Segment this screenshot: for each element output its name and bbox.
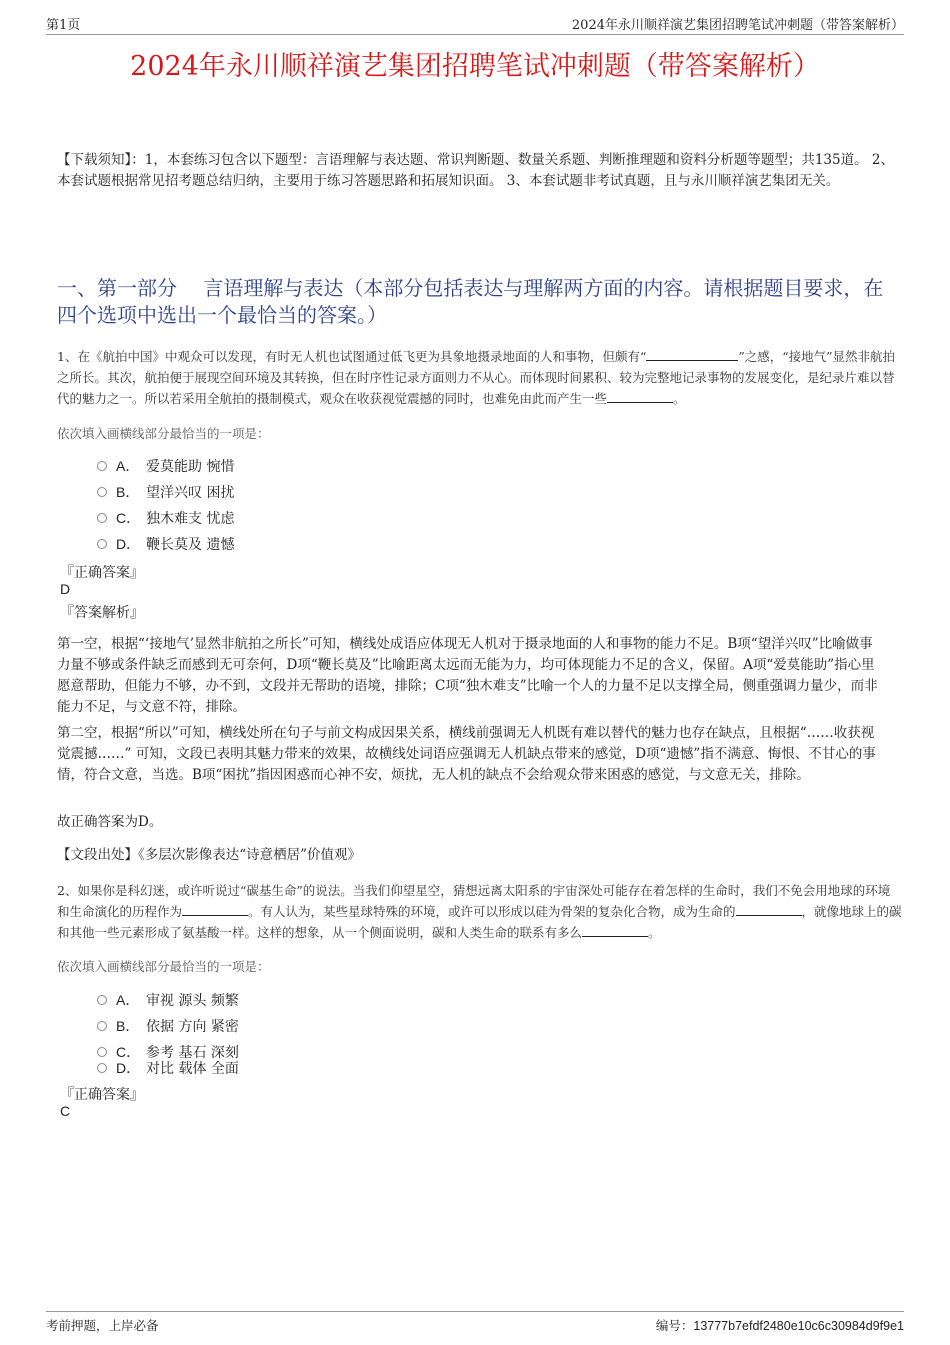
q2-answer-label: 『正确答案』 (60, 1087, 144, 1103)
q1-answer: D (60, 581, 71, 597)
q1-analysis-paragraph-1: 第一空，根据“‘接地气’显然非航拍之所长”可知，横线处成语应体现无人机对于摄录地面的人和事物的能力不足。B项“望洋兴叹”比喻做事力量不够或条件缺乏而感到无可奈何，D项“鞭长莫及”比喻距离太远而无能为力，均可体现能力不足的含义，保留。A项“爱莫能助”指心里愿意帮助，但能力不够，办不到，文段并无帮助的语境，排除；C项“独木难支”比喻一个人的力量不足以支撑全局，侧重强调力量少，而非能力不足，与文意不符，排除。 (57, 636, 878, 715)
header-doc-title: 2024年永川顺祥演艺集团招聘笔试冲刺题（带答案解析） (571, 18, 904, 33)
radio-icon[interactable] (97, 1021, 107, 1031)
footer-code-label: 编号： (655, 1318, 694, 1333)
radio-icon[interactable] (97, 995, 107, 1005)
option-letter: D． (116, 1060, 141, 1076)
fill-blank (607, 388, 673, 403)
question-1-ask: 依次填入画横线部分最恰当的一项是： (57, 426, 270, 441)
q2-text-part: ，就像地球上的碳和其他一些元素形成了氨基酸一样。这样的想象，从一个侧面说明，碳和人类生命的联系有多么 (57, 904, 902, 940)
footer-code-value: 13777b7efdf2480e10c6c30984d9f9e1 (693, 1319, 904, 1333)
fill-blank (582, 922, 648, 937)
question-2-ask: 依次填入画横线部分最恰当的一项是： (57, 959, 270, 974)
page-title: 2024年永川顺祥演艺集团招聘笔试冲刺题（带答案解析） (130, 51, 820, 82)
q2-answer: C (60, 1103, 71, 1119)
download-notice: 【下载须知】：1，本套练习包含以下题型：言语理解与表达题、常识判断题、数量关系题、判断推理题和资料分析题等题型；共135道。 2、本套试题根据常见招考题总结归纳，主要用于练习答题思路和拓展知识面。 3、本套试题非考试真题，且与永川顺祥演艺集团无关。 (57, 152, 894, 189)
q1-source: 【文段出处】《多层次影像表达“诗意栖居”价值观》 (57, 847, 362, 863)
page-footer (46, 1311, 904, 1334)
option-letter: C． (116, 510, 141, 526)
q2-option-a[interactable] (97, 990, 239, 1012)
option-text: 鞭长莫及 遗憾 (146, 537, 235, 553)
q1-option-b[interactable] (97, 482, 234, 504)
q2-text-part: 。有人认为，某些星球特殊的环境，或许可以形成以硅为骨架的复杂化合物，成为生命的 (248, 904, 736, 919)
q1-text-part: 1、在《航拍中国》中观众可以发现，有时无人机也试图通过低飞更为具象地摄录地面的人和事物，但颇有“ (57, 349, 647, 364)
radio-icon[interactable] (97, 461, 107, 471)
radio-icon[interactable] (97, 1047, 107, 1057)
option-letter: D． (116, 536, 141, 552)
q1-analysis-paragraph-2: 第二空，根据“所以”可知，横线处所在句子与前文构成因果关系，横线前强调无人机既有难以替代的魅力也存在缺点，且根据“……收获视觉震撼……” 可知，文段已表明其魅力带来的效果，故横线处词语应强调无人机缺点带来的感觉，D项“遗憾”指不满意、悔恨、不甘心的事情，符合文意，当选。B项“困扰”指因困惑而心神不安，烦扰，无人机的缺点不会给观众带来困惑的感觉，与文意无关，排除。 (57, 725, 876, 783)
radio-icon[interactable] (97, 513, 107, 523)
q1-option-d[interactable] (97, 534, 234, 556)
radio-icon[interactable] (97, 487, 107, 497)
question-1-text (57, 346, 902, 409)
option-letter: A． (116, 458, 140, 474)
option-text: 审视 源头 频繁 (146, 993, 239, 1009)
q2-option-d[interactable] (97, 1058, 239, 1080)
q1-option-c[interactable] (97, 508, 234, 530)
option-letter: B． (116, 1018, 140, 1034)
option-text: 依据 方向 紧密 (146, 1019, 239, 1035)
q1-analysis-label: 『答案解析』 (60, 605, 144, 621)
q1-text-part: ”之感，“接地气”显然非航拍之所长。其次，航拍便于展现空间环境及其转换，但在时序性记录方面则力不从心。而体现时间累积、较为完整地记录事物的发展变化，是纪录片难以替代的魅力之一。所以若采用全航拍的摄制模式，观众在收获视觉震撼的同时，也难免由此而产生一些 (57, 349, 896, 406)
q2-text-part: 2、如果你是科幻迷，或许听说过“碳基生命”的说法。当我们仰望星空，猜想远离太阳系的宇宙深处可能存在着怎样的生命时，我们不免会用地球的环境和生命演化的历程作为 (57, 883, 891, 919)
option-text: 望洋兴叹 困扰 (146, 485, 235, 501)
radio-icon[interactable] (97, 539, 107, 549)
q2-option-b[interactable] (97, 1016, 239, 1038)
q1-option-a[interactable] (97, 456, 234, 478)
fill-blank (646, 346, 738, 361)
footer-code (656, 1316, 904, 1334)
footer-slogan: 考前押题，上岸必备 (46, 1318, 159, 1333)
option-letter: A． (116, 992, 140, 1008)
option-text: 独木难支 忧虑 (146, 511, 235, 527)
option-text: 参考 基石 深刻 (146, 1045, 239, 1061)
fill-blank (736, 901, 802, 916)
section-heading: 一、第一部分 言语理解与表达（本部分包括表达与理解两方面的内容。请根据题目要求，在四个选项中选出一个最恰当的答案。） (57, 276, 884, 327)
fill-blank (182, 901, 248, 916)
option-letter: C． (116, 1044, 141, 1060)
q1-answer-label: 『正确答案』 (60, 565, 144, 581)
radio-icon[interactable] (97, 1063, 107, 1073)
q1-text-part: 。 (673, 391, 686, 406)
question-2-text (57, 880, 902, 943)
option-letter: B． (116, 484, 140, 500)
q2-text-part: 。 (648, 925, 661, 940)
page-header (46, 14, 904, 35)
page-number: 第1页 (46, 18, 81, 33)
option-text: 对比 载体 全面 (146, 1061, 239, 1077)
q1-conclusion: 故正确答案为D。 (57, 814, 163, 830)
option-text: 爱莫能助 惋惜 (146, 459, 235, 475)
